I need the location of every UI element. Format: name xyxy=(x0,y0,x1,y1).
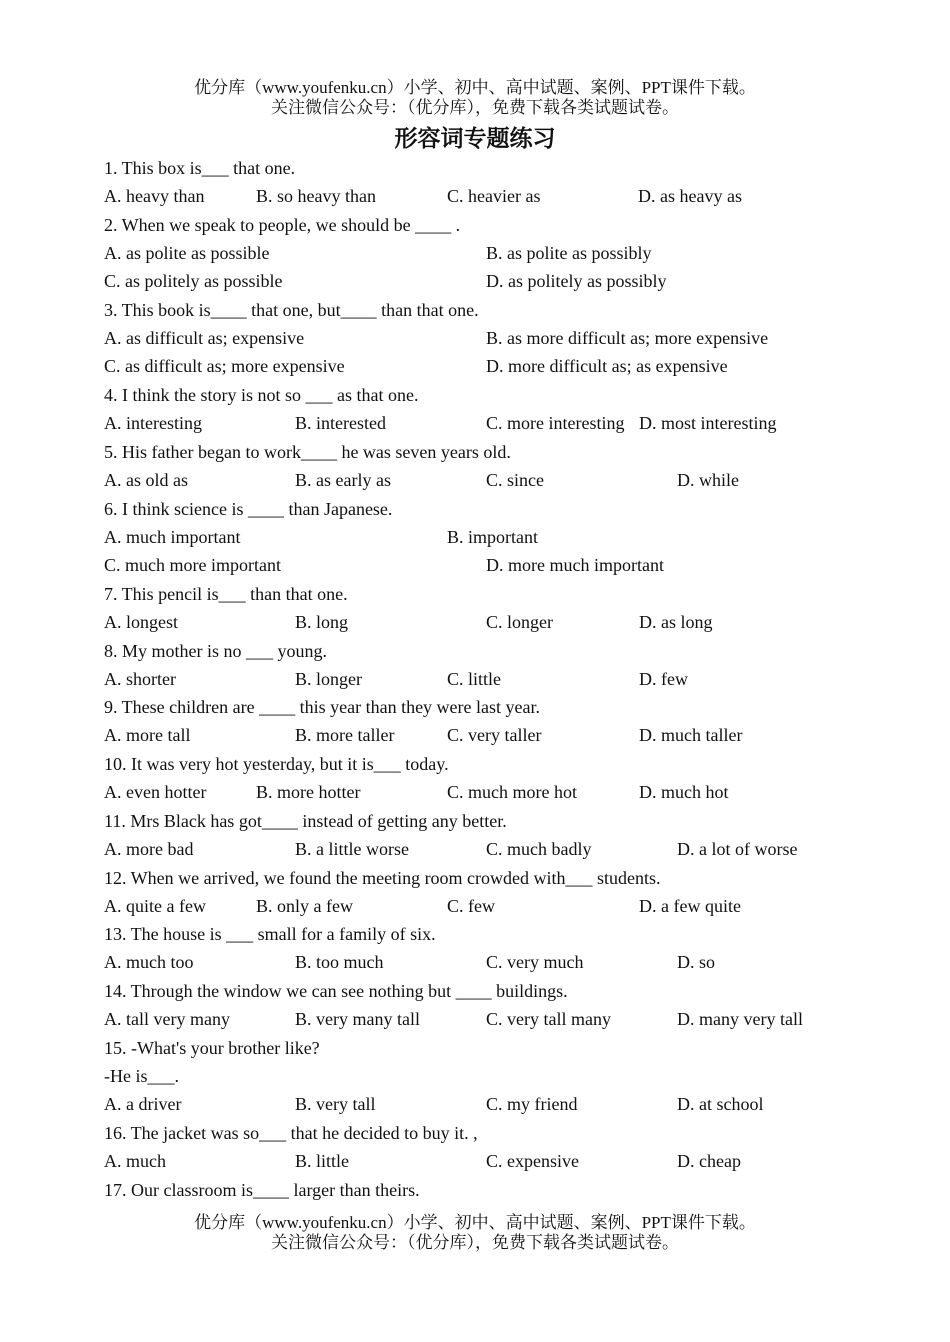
question-7: 7. This pencil is___ than that one. xyxy=(104,584,348,604)
option-c: C. expensive xyxy=(486,1151,579,1171)
question-5: 5. His father began to work____ he was seven years old. xyxy=(104,442,511,462)
options-14 xyxy=(104,1005,864,1033)
option-c: C. much badly xyxy=(486,839,592,859)
option-d: D. many very tall xyxy=(677,1009,803,1029)
option-b: B. only a few xyxy=(256,896,353,916)
question-12: 12. When we arrived, we found the meeting room crowded with___ students. xyxy=(104,868,661,888)
option-b: B. little xyxy=(295,1151,349,1171)
option-a: A. heavy than xyxy=(104,186,205,206)
options-7 xyxy=(104,608,864,636)
option-c: C. few xyxy=(447,896,495,916)
option-c: C. very much xyxy=(486,952,584,972)
options-4 xyxy=(104,409,864,437)
option-b: B. a little worse xyxy=(295,839,409,859)
header-line-1: 优分库（www.youfenku.cn）小学、初中、高中试题、案例、PPT课件下载。 xyxy=(194,78,756,97)
options-2-ab xyxy=(104,239,864,267)
option-c: C. much more important xyxy=(104,555,281,575)
question-10: 10. It was very hot yesterday, but it is___ today. xyxy=(104,754,449,774)
option-b: B. as polite as possibly xyxy=(486,243,652,263)
option-a: A. tall very many xyxy=(104,1009,230,1029)
question-15-answer-line: -He is___. xyxy=(104,1066,179,1086)
option-d: D. more difficult as; as expensive xyxy=(486,356,728,376)
question-2: 2. When we speak to people, we should be ____ . xyxy=(104,215,461,235)
option-d: D. as heavy as xyxy=(638,186,742,206)
question-13: 13. The house is ___ small for a family of six. xyxy=(104,924,436,944)
question-9: 9. These children are ____ this year than they were last year. xyxy=(104,697,541,717)
options-1 xyxy=(104,182,864,210)
options-15 xyxy=(104,1090,864,1118)
option-a: A. much important xyxy=(104,527,241,547)
option-a: A. as polite as possible xyxy=(104,243,270,263)
option-d: D. as politely as possibly xyxy=(486,271,667,291)
option-a: A. much xyxy=(104,1151,166,1171)
option-b: B. interested xyxy=(295,413,386,433)
question-15: 15. -What's your brother like? xyxy=(104,1038,320,1058)
option-c: C. as difficult as; more expensive xyxy=(104,356,345,376)
option-b: B. as more difficult as; more expensive xyxy=(486,328,769,348)
option-a: A. much too xyxy=(104,952,194,972)
options-10 xyxy=(104,778,864,806)
option-d: D. as long xyxy=(639,612,713,632)
option-b: B. long xyxy=(295,612,349,632)
option-a: A. a driver xyxy=(104,1094,182,1114)
option-a: A. quite a few xyxy=(104,896,206,916)
question-14: 14. Through the window we can see nothing but ____ buildings. xyxy=(104,981,568,1001)
option-d: D. much hot xyxy=(639,782,729,802)
option-a: A. longest xyxy=(104,612,178,632)
options-6-ab xyxy=(104,523,864,551)
question-1: 1. This box is___ that one. xyxy=(104,158,296,178)
option-c: C. longer xyxy=(486,612,553,632)
option-b: B. very many tall xyxy=(295,1009,420,1029)
options-9 xyxy=(104,721,864,749)
option-a: A. interesting xyxy=(104,413,202,433)
footer-line-2: 关注微信公众号：（优分库），免费下载各类试题试卷。 xyxy=(271,1233,679,1252)
option-d: D. most interesting xyxy=(639,413,777,433)
option-a: A. as old as xyxy=(104,470,188,490)
options-12 xyxy=(104,892,864,920)
option-b: B. as early as xyxy=(295,470,391,490)
option-d: D. at school xyxy=(677,1094,764,1114)
options-3-cd xyxy=(104,352,864,380)
option-c: C. very taller xyxy=(447,725,542,745)
option-b: B. more taller xyxy=(295,725,395,745)
option-b: B. more hotter xyxy=(256,782,361,802)
option-b: B. too much xyxy=(295,952,384,972)
question-11: 11. Mrs Black has got____ instead of getting any better. xyxy=(104,811,507,831)
option-d: D. so xyxy=(677,952,716,972)
question-4: 4. I think the story is not so ___ as that one. xyxy=(104,385,419,405)
question-3: 3. This book is____ that one, but____ than that one. xyxy=(104,300,479,320)
option-d: D. a few quite xyxy=(639,896,741,916)
option-d: D. while xyxy=(677,470,739,490)
option-a: A. shorter xyxy=(104,669,176,689)
option-c: C. little xyxy=(447,669,501,689)
option-d: D. much taller xyxy=(639,725,743,745)
question-6: 6. I think science is ____ than Japanese. xyxy=(104,499,393,519)
footer-line-1: 优分库（www.youfenku.cn）小学、初中、高中试题、案例、PPT课件下载。 xyxy=(194,1213,756,1232)
option-d: D. a lot of worse xyxy=(677,839,798,859)
option-c: C. my friend xyxy=(486,1094,578,1114)
option-c: C. much more hot xyxy=(447,782,577,802)
option-c: C. as politely as possible xyxy=(104,271,283,291)
question-17: 17. Our classroom is____ larger than theirs. xyxy=(104,1180,420,1200)
option-a: A. as difficult as; expensive xyxy=(104,328,305,348)
option-c: C. heavier as xyxy=(447,186,541,206)
option-a: A. more bad xyxy=(104,839,194,859)
option-d: D. more much important xyxy=(486,555,664,575)
option-c: C. very tall many xyxy=(486,1009,611,1029)
question-16: 16. The jacket was so___ that he decided to buy it. , xyxy=(104,1123,478,1143)
options-13 xyxy=(104,948,864,976)
question-8: 8. My mother is no ___ young. xyxy=(104,641,327,661)
option-b: B. so heavy than xyxy=(256,186,376,206)
options-11 xyxy=(104,835,864,863)
option-c: C. more interesting xyxy=(486,413,625,433)
options-2-cd xyxy=(104,267,864,295)
option-c: C. since xyxy=(486,470,544,490)
options-5 xyxy=(104,466,864,494)
options-6-cd xyxy=(104,551,864,579)
option-b: B. longer xyxy=(295,669,362,689)
options-3-ab xyxy=(104,324,864,352)
options-16 xyxy=(104,1147,864,1175)
header-line-2: 关注微信公众号：（优分库），免费下载各类试题试卷。 xyxy=(271,98,679,117)
option-b: B. very tall xyxy=(295,1094,376,1114)
option-b: B. important xyxy=(447,527,538,547)
options-8 xyxy=(104,665,864,693)
option-d: D. few xyxy=(639,669,688,689)
option-d: D. cheap xyxy=(677,1151,741,1171)
option-a: A. more tall xyxy=(104,725,191,745)
option-a: A. even hotter xyxy=(104,782,207,802)
page-title: 形容词专题练习 xyxy=(394,126,556,151)
